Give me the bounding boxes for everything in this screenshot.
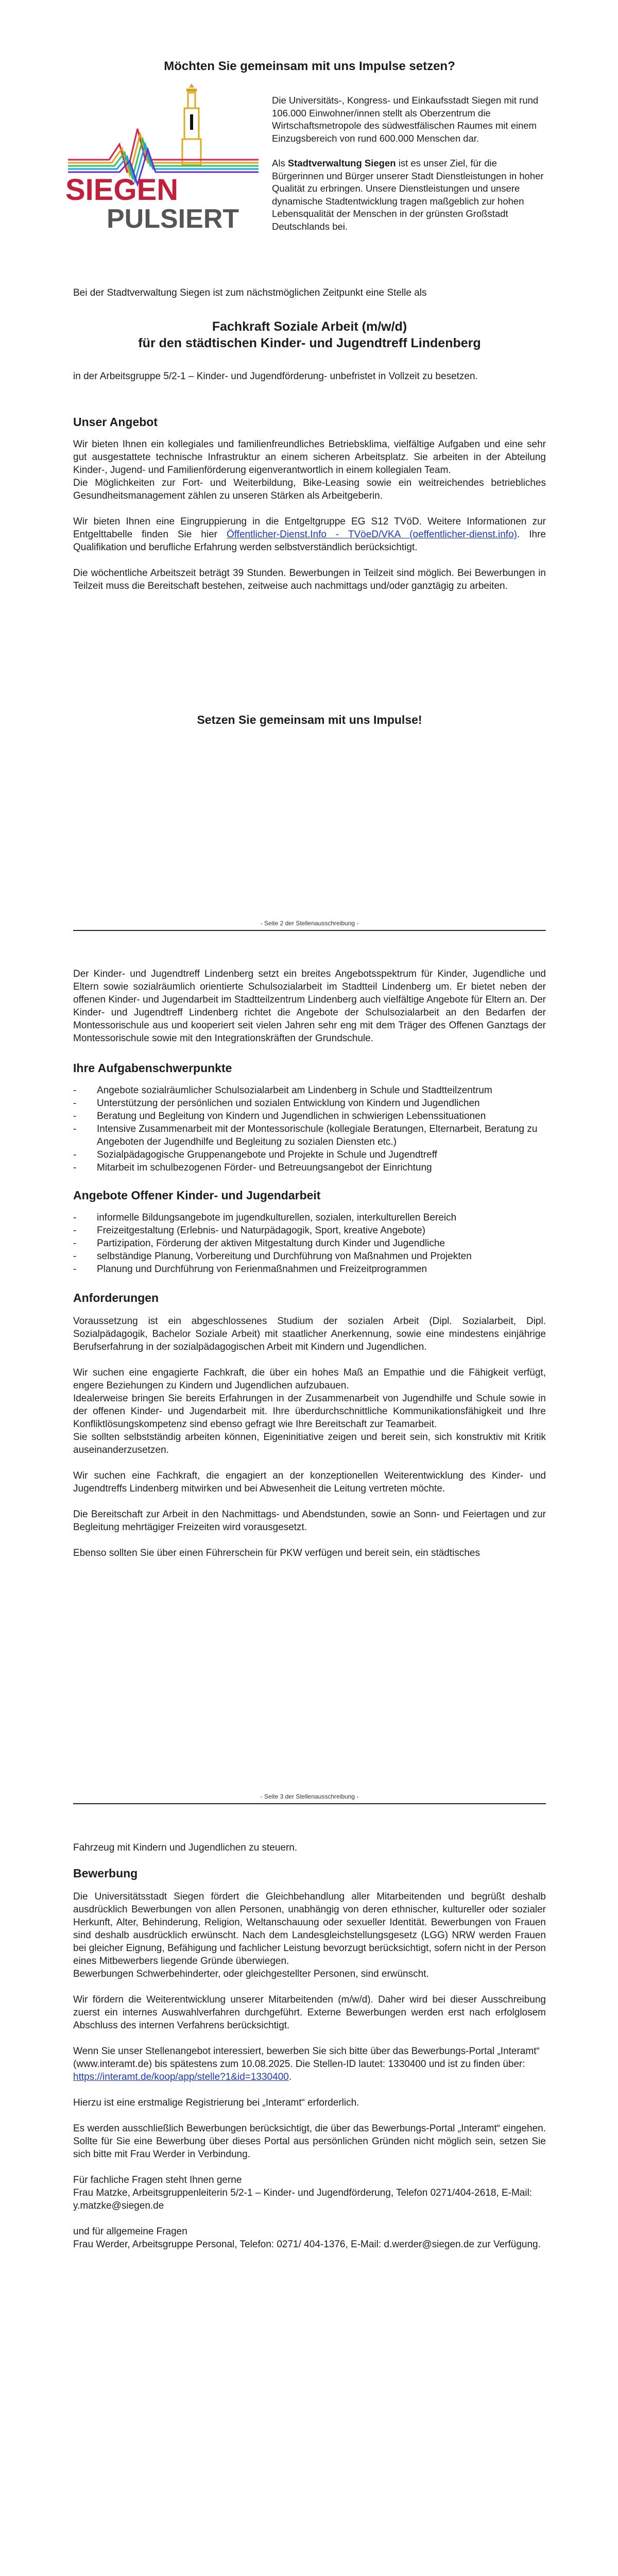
angebot-paragraph-3	[73, 515, 546, 554]
link-suffix: .	[288, 2072, 292, 2082]
intro-bold-org: Stadtverwaltung Siegen	[287, 158, 396, 168]
bewerbung-paragraph-1: Die Universitätsstadt Siegen fördert die Gleichbehandlung aller Mitarbeitenden und begrüßt deshalb ausdrücklich Bewerbungen von allen Personen, unabhängig von deren ethnischer, kultureller oder sozialer Herkunft, Alter, Behinderung, Religion, Weltanschauung oder sexueller Identität. Bewerbungen von Frauen sind deshalb ausdrücklich erwünscht. Nach dem Landesgleichstellungsgesetz (LGG) NRW werden Frauen bei gleicher Eignung, Befähigung und fachlicher Leistung bevorzugt berücksichtigt, sofern nicht in der Person eines Mitbewerbers liegende Gründe überwiegen.	[73, 1891, 546, 1967]
treff-description: Der Kinder- und Jugendtreff Lindenberg setzt ein breites Angebotsspektrum für Kinder, Jugendliche und Eltern sowie sozialräumlich orientierte Schulsozialarbeit im Stadtteil Lindenberg um. Er bietet neben der offenen Kinder- und Jugendarbeit im Stadtteilzentrum Lindenberg auch vielfältige Angebote für Eltern an. Der Kinder- und Jugendtreff Lindenberg richtet die Angebote der Schulsozialarbeit an den Bedarfen der Montessorischule aus und kooperiert seit vielen Jahren sehr eng mit dem Träger des Offenen Ganztags der Montessorischule sowie mit den Integrationskräften der Grundschule.	[73, 969, 546, 1044]
bewerbung-paragraph-2: Bewerbungen Schwerbehinderter, oder gleichgestellter Personen, sind erwünscht.	[73, 1969, 429, 1979]
intro-paragraph-1: Die Universitäts-, Kongress- und Einkaufsstadt Siegen mit rund 106.000 Einwohner/innen stellt als Oberzentrum die Wirtschaftsmetropole des südwestfälischen Raumes mit einem Einzugsbereich von rund 600.000 Menschen dar.	[272, 95, 539, 144]
list-item: - Intensive Zusammenarbeit mit der Montessorischule (kollegiale Beratungen, Elternarbeit, Beratung zu Angeboten der Jugendhilfe und Begleitung zu sozialen Diensten etc.)	[73, 1123, 546, 1148]
page-3-rule	[73, 1803, 546, 1804]
bewerbung-paragraph-5: Hierzu ist eine erstmalige Registrierung bei „Interamt“ erforderlich.	[73, 2097, 359, 2108]
offer-intro: Bei der Stadtverwaltung Siegen ist zum nächstmöglichen Zeitpunkt eine Stelle als	[73, 287, 427, 298]
page-headline: Möchten Sie gemeinsam mit uns Impulse setzen?	[164, 59, 455, 73]
anforderungen-paragraph-7: Ebenso sollten Sie über einen Führerschein für PKW verfügen und bereit sein, ein städtisches	[73, 1548, 480, 1558]
okja-list	[73, 1211, 546, 1276]
page-2-separator: - Seite 2 der Stellenausschreibung -	[260, 920, 359, 927]
intro-prefix: Als	[272, 158, 288, 168]
anforderungen-heading: Anforderungen	[73, 1291, 159, 1304]
anforderungen-paragraph-6: Die Bereitschaft zur Arbeit in den Nachmittags- und Abendstunden, sowie an Sonn- und Feiertagen und zur Begleitung mehrtägiger Freizeiten wird vorausgesetzt.	[73, 1509, 546, 1533]
contact-matzke: Frau Matzke, Arbeitsgruppenleiterin 5/2-1 – Kinder- und Jugendförderung, Telefon 0271/404-2618, E-Mail: y.matzke@siegen.de	[73, 2188, 533, 2211]
page-3	[73, 1841, 546, 2251]
list-item: - informelle Bildungsangebote im jugendkulturellen, sozialen, interkulturellen Bereich	[73, 1211, 546, 1224]
intro-rest: ist es unser Ziel, für die Bürgerinnen und Bürger unserer Stadt Dienstleistungen in hoher Qualität zu erbringen. Unsere Dienstleistungen und unsere dynamische Stadtentwicklung tragen maßgeblich zur hohen Lebensqualität der Menschen in der grünsten Großstadt Deutschlands bei.	[272, 158, 544, 232]
job-title-line-2: für den städtischen Kinder- und Jugendtreff Lindenberg	[138, 336, 481, 350]
tower-icon	[182, 83, 201, 165]
job-intro-block	[73, 286, 546, 299]
list-item: - Angebote sozialräumlicher Schulsozialarbeit am Lindenberg in Schule und Stadtteilzentrum	[73, 1084, 546, 1097]
angebot-paragraph-4: Die wöchentliche Arbeitszeit beträgt 39 Stunden. Bewerbungen in Teilzeit sind möglich. Bei Bewerbungen in Teilzeit muss die Bereitschaft bestehen, zeitweise auch nachmittags und/oder ganztägig zu arbeiten.	[73, 568, 546, 591]
page-2	[73, 968, 546, 1560]
list-item: - Mitarbeit im schulbezogenen Förder- und Betreuungsangebot der Einrichtung	[73, 1161, 546, 1174]
bewerbung-paragraph-6: Es werden ausschließlich Bewerbungen berücksichtigt, die über das Bewerbungs-Portal „Interamt“ eingehen. Sollte für Sie eine Bewerbung über dieses Portal aus persönlichen Gründen nicht möglich sein, setzen Sie sich bitte mit Frau Werder in Verbindung.	[73, 2123, 546, 2160]
continuation-text: Fahrzeug mit Kindern und Jugendlichen zu steuern.	[73, 1842, 298, 1853]
list-item: - Partizipation, Förderung der aktiven Mitgestaltung durch Kinder und Jugendliche	[73, 1237, 546, 1250]
intro-paragraph-2	[272, 157, 546, 233]
logo-wordmark-pulsiert: PULSIERT	[107, 204, 239, 234]
list-item: - Sozialpädagogische Gruppenangebote und Projekte in Schule und Jugendtreff	[73, 1148, 546, 1161]
bewerbung-paragraph-3: Wir fördern die Weiterentwicklung unserer Mitarbeitenden (m/w/d). Daher wird bei dieser Ausschreibung zuerst ein internes Auswahlverfahren durchgeführt. Externe Bewerbungen werden erst nach erfolglosem Abschluss des internen Verfahrens berücksichtigt.	[73, 1994, 546, 2031]
angebot-paragraph-2: Die Möglichkeiten zur Fort- und Weiterbildung, Bike-Leasing sowie ein weitreichendes betriebliches Gesundheitsmanagement zählen zu unseren Stärken als Arbeitgeberin.	[73, 478, 546, 501]
list-item: - Planung und Durchführung von Ferienmaßnahmen und Freizeitprogrammen	[73, 1263, 546, 1276]
list-item: - Freizeitgestaltung (Erlebnis- und Naturpädagogik, Sport, kreative Angebote)	[73, 1224, 546, 1237]
interamt-job-link[interactable]: https://interamt.de/koop/app/stelle?1&id=1330400	[73, 2072, 289, 2082]
bewerbung-paragraph-4	[73, 2045, 546, 2083]
anforderungen-paragraph-2: Wir suchen eine engagierte Fachkraft, die über ein hohes Maß an Empathie und die Fähigkeit verfügt, engere Beziehungen zu Kindern und Jugendlichen aufzubauen.	[73, 1367, 546, 1391]
angebot-para3-suffix: . Ihre Qualifikation und berufliche Erfahrung werden selbstverständlich berücksichtigt.	[73, 529, 546, 553]
contact-werder: Frau Werder, Arbeitsgruppe Personal, Telefon: 0271/ 404-1376, E-Mail: d.werder@siegen.de zur Verfügung.	[73, 2239, 541, 2250]
okja-heading: Angebote Offener Kinder- und Jugendarbeit	[73, 1189, 321, 1202]
closing-slogan: Setzen Sie gemeinsam mit uns Impulse!	[197, 713, 422, 726]
schwerpunkte-list	[73, 1084, 546, 1174]
logo-graphic	[63, 82, 259, 237]
list-item: - Unterstützung der persönlichen und sozialen Entwicklung von Kindern und Jugendlichen	[73, 1097, 546, 1110]
anforderungen-paragraph-5: Wir suchen eine Fachkraft, die engagiert an der konzeptionellen Weiterentwicklung des Kinder- und Jugendtreffs Lindenberg mitwirken und bei Abwesenheit die Leitung vertreten möchte.	[73, 1470, 546, 1494]
anforderungen-paragraph-4: Sie sollten selbstständig arbeiten können, Eigeninitiative zeigen und bereit sein, sich konstruktiv mit Kritik auseinanderzusetzen.	[73, 1432, 546, 1455]
page-2-rule	[73, 930, 546, 931]
angebot-para3-prefix: Wir bieten Ihnen eine Eingruppierung in die Entgeltgruppe EG S12 TVöD. Weitere Informationen zur Entgelttabelle finden Sie hier	[73, 516, 546, 540]
list-item: - selbständige Planung, Vorbereitung und Durchführung von Maßnahmen und Projekten	[73, 1250, 546, 1263]
job-title	[73, 318, 546, 351]
bewerbung-para4-text: Wenn Sie unser Stellenangebot interessiert, bewerben Sie sich bitte über das Bewerbungs-Portal „Interamt“ (www.interamt.de) bis spätestens zum 10.08.2025. Die Stellen-ID lautet: 1330400 und ist zu finden über:	[73, 2046, 540, 2070]
schwerpunkte-heading: Ihre Aufgabenschwerpunkte	[73, 1061, 232, 1075]
contact-intro-1: Für fachliche Fragen steht Ihnen gerne	[73, 2175, 242, 2185]
anforderungen-paragraph-1: Voraussetzung ist ein abgeschlossenes Studium der sozialen Arbeit (Dipl. Sozialarbeit, Dipl. Sozialpädagogik, Bachelor Soziale Arbeit) mit staatlicher Anerkennung, sowie eine mindestens einjährige Berufserfahrung in der sozialpädagogischen Arbeit mit Kindern und Jugendlichen.	[73, 1316, 546, 1352]
page-3-separator: - Seite 3 der Stellenausschreibung -	[260, 1793, 359, 1800]
angebot-paragraph-1: Wir bieten Ihnen ein kollegiales und familienfreundliches Betriebsklima, vielfältige Aufgaben und eine sehr gut ausgestattete technische Infrastruktur an einem sicheren Arbeitsplatz. Sie arbeiten in der Abteilung Kinder-, Jugend- und Familienförderung eigenverantwortlich in einem kollegialen Team.	[73, 439, 546, 476]
intro-column	[272, 94, 546, 233]
angebot-heading: Unser Angebot	[73, 415, 158, 429]
contact-intro-2: und für allgemeine Fragen	[73, 2226, 187, 2237]
tvoed-info-link[interactable]: Öffentlicher-Dienst.Info - TVöeD/VKA (oeffentlicher-dienst.info)	[226, 529, 517, 540]
bewerbung-heading: Bewerbung	[73, 1867, 138, 1880]
logo-wordmark-siegen: SIEGEN	[65, 173, 179, 207]
list-item: - Beratung und Begleitung von Kindern und Jugendlichen in schwierigen Lebenssituationen	[73, 1110, 546, 1123]
job-context: in der Arbeitsgruppe 5/2-1 – Kinder- und Jugendförderung- unbefristet in Vollzeit zu besetzen.	[73, 371, 478, 382]
job-title-line-1: Fachkraft Soziale Arbeit (m/w/d)	[212, 319, 407, 334]
anforderungen-paragraph-3: Idealerweise bringen Sie bereits Erfahrungen in der Zusammenarbeit von Jugendhilfe und Schule sowie in der offenen Kinder- und Jugendarbeit mit. Ihre überdurchschnittliche Kommunikationsfähigkeit und Ihre Konfliktlösungskompetenz sind ebenso gefragt wie Ihre Bereitschaft zur Teamarbeit.	[73, 1393, 546, 1430]
siegen-pulsiert-logo	[63, 82, 259, 237]
job-context-block	[73, 370, 546, 383]
angebot-section	[73, 414, 546, 592]
